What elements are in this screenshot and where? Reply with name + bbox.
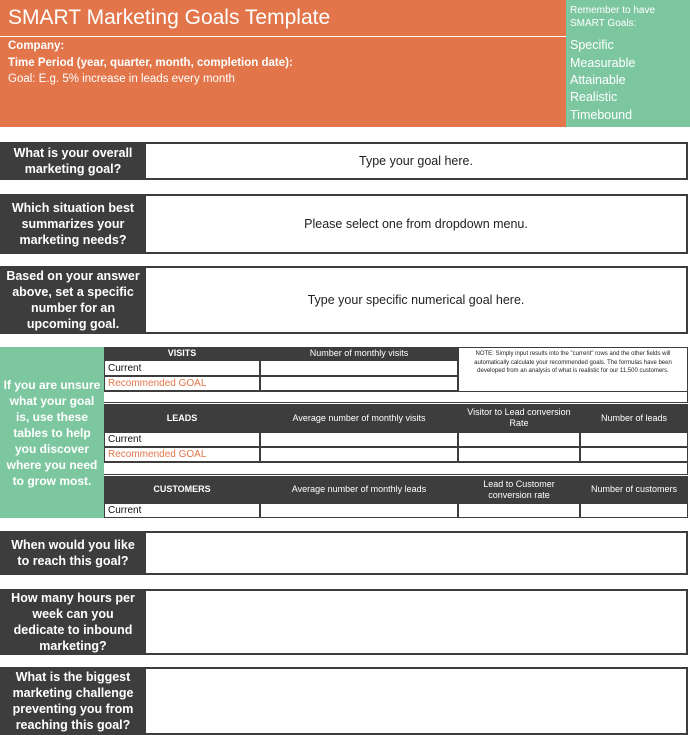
customers-current-label: Current xyxy=(104,503,260,518)
specific-goal-label: Based on your answer above, set a specific number for an upcoming goal. xyxy=(0,266,146,334)
leads-current-rate[interactable] xyxy=(458,432,580,447)
goal-example-label: Goal: E.g. 5% increase in leads every month xyxy=(8,73,235,85)
leads-spacer xyxy=(104,462,688,475)
hours-label: How many hours per week can you dedicate to inbound marketing? xyxy=(0,589,146,655)
customers-col-count: Number of customers xyxy=(580,476,688,503)
smart-timebound: Timebound xyxy=(570,108,633,122)
leads-goal-visits xyxy=(260,447,458,462)
reminder-line2: SMART Goals: xyxy=(570,18,637,29)
hours-input[interactable] xyxy=(144,589,688,655)
smart-attainable: Attainable xyxy=(570,73,626,87)
when-input[interactable] xyxy=(144,531,688,575)
reminder-line1: Remember to have xyxy=(570,5,656,16)
customers-current-rate[interactable] xyxy=(458,503,580,518)
leads-goal-count xyxy=(580,447,688,462)
specific-goal-input[interactable]: Type your specific numerical goal here. xyxy=(144,266,688,334)
customers-current-leads[interactable] xyxy=(260,503,458,518)
smart-realistic: Realistic xyxy=(570,90,618,104)
customers-col-rate: Lead to Customer conversion rate xyxy=(458,476,580,503)
visits-spacer xyxy=(104,391,688,403)
leads-current-count[interactable] xyxy=(580,432,688,447)
leads-current-label: Current xyxy=(104,432,260,447)
visits-current-input[interactable] xyxy=(260,360,458,376)
leads-current-visits[interactable] xyxy=(260,432,458,447)
smart-specific: Specific xyxy=(570,38,614,52)
customers-col-leads: Average number of monthly leads xyxy=(260,476,458,503)
leads-col-visits: Average number of monthly visits xyxy=(260,404,458,432)
tables-side-label: If you are unsure what your goal is, use these tables to help you discover where you need to grow most. xyxy=(0,347,104,518)
visits-col-monthly: Number of monthly visits xyxy=(260,347,458,360)
challenge-label: What is the biggest marketing challenge preventing you from reaching this goal? xyxy=(0,667,146,735)
when-label: When would you like to reach this goal? xyxy=(0,531,146,575)
overall-goal-label: What is your overall marketing goal? xyxy=(0,142,146,180)
situation-label: Which situation best summarizes your marketing needs? xyxy=(0,194,146,254)
leads-goal-label: Recommended GOAL xyxy=(104,447,260,462)
company-label: Company: xyxy=(8,40,65,52)
customers-current-count[interactable] xyxy=(580,503,688,518)
visits-current-label: Current xyxy=(104,360,260,376)
visits-note xyxy=(458,347,688,392)
challenge-input[interactable] xyxy=(144,667,688,735)
visits-title: VISITS xyxy=(104,347,260,360)
visits-goal-output xyxy=(260,376,458,391)
leads-col-rate: Visitor to Lead conversion Rate xyxy=(458,404,580,432)
visits-goal-label: Recommended GOAL xyxy=(104,376,260,391)
overall-goal-input[interactable]: Type your goal here. xyxy=(144,142,688,180)
situation-dropdown[interactable]: Please select one from dropdown menu. xyxy=(144,194,688,254)
leads-title: LEADS xyxy=(104,404,260,432)
visits-note-text: NOTE: Simply input results into the "current" rows and the other fields will automatically calculate your recommended goals. The formulas have been developed from an analysis of what is realistic for our 11,500 customers. xyxy=(474,351,672,374)
leads-col-count: Number of leads xyxy=(580,404,688,432)
time-period-label: Time Period (year, quarter, month, completion date): xyxy=(8,57,293,69)
page-title: SMART Marketing Goals Template xyxy=(8,6,331,29)
customers-title: CUSTOMERS xyxy=(104,476,260,503)
leads-goal-rate xyxy=(458,447,580,462)
smart-measurable: Measurable xyxy=(570,56,636,70)
